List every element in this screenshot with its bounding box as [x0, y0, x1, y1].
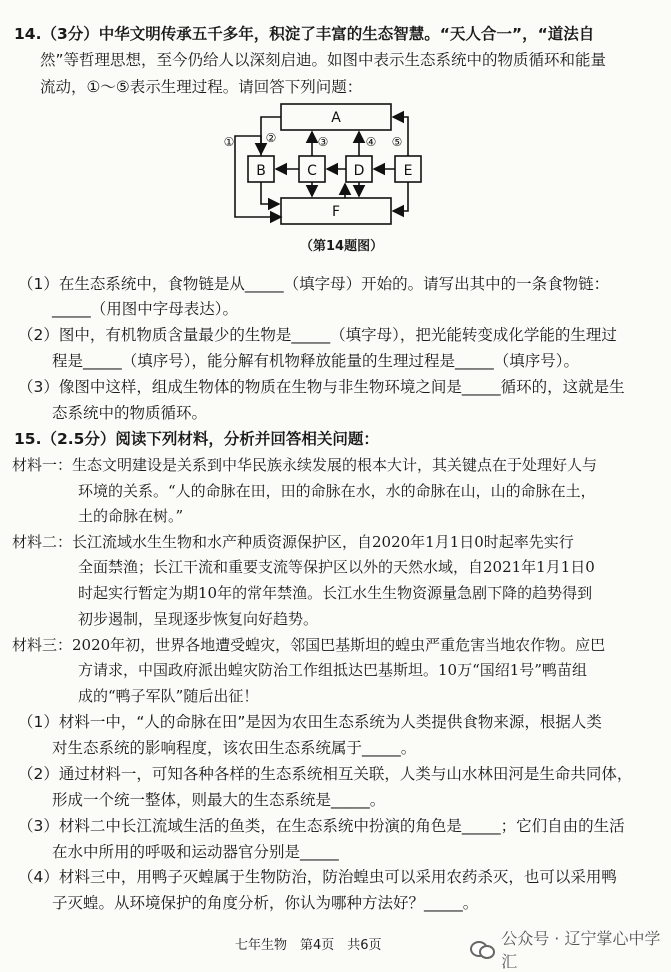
- page-footer: 七年生物 第4页 共6页: [235, 938, 382, 953]
- q15-sub2-b: 形成一个统一整体，则最大的生态系统是_____。: [52, 791, 386, 809]
- material-3-b: 方请求，中国政府派出蝗灾防治工作组抵达巴基斯坦。10万“国绍1号”鸭苗组: [78, 661, 587, 679]
- q14-header: 14.（3分）中华文明传承五千多年，积淀了丰富的生态智慧。“天人合一”，“道法自: [14, 25, 595, 43]
- material-2-d: 初步遏制，呈现逐步恢复向好趋势。: [78, 610, 319, 628]
- q15-sub4-b: 子灭蝗。从环境保护的角度分析，你认为哪种方法好？_____。: [52, 894, 479, 912]
- q15-header: 15.（2.5分）阅读下列材料，分析并回答相关问题：: [14, 430, 379, 448]
- material-1-a: 材料一：生态文明建设是关系到中华民族永续发展的根本大计，其关键点在于处理好人与: [12, 456, 598, 474]
- process-1: ①: [223, 135, 235, 149]
- process-3: ③: [317, 135, 329, 149]
- cycle-diagram: [215, 100, 445, 232]
- process-4: ④: [365, 135, 377, 149]
- q15-sub3-b: 在水中所用的呼吸和运动器官分别是_____: [52, 843, 339, 861]
- q15-sub1-a: （1）材料一中，“人的命脉在田”是因为农田生态系统为人类提供食物来源，根据人类: [18, 713, 602, 731]
- q14-sub3-a: （3）像图中这样，组成生物体的物质在生物与非生物环境之间是_____循环的，这就是生: [18, 378, 625, 396]
- q14-line3: 流动，①～⑤表示生理过程。请回答下列问题：: [40, 78, 363, 96]
- label-c: C: [307, 163, 317, 179]
- q15-sub3-a: （3）材料二中长江流域生活的鱼类，在生态系统中扮演的角色是_____；它们自由的生活: [18, 817, 625, 835]
- material-2-c: 时起实行暂定为期10年的常年禁渔。长江水生生物资源量急剧下降的趋势得到: [78, 584, 593, 602]
- figure-caption: （第14题图）: [300, 239, 384, 254]
- q15-sub4-a: （4）材料三中，用鸭子灭蝗属于生物防治，防治蝗虫可以采用农药杀灭，也可以采用鸭: [18, 868, 617, 886]
- material-2-a: 材料二：长江流域水生生物和水产种质资源保护区，自2020年1月1日0时起率先实行: [12, 533, 574, 551]
- watermark-text: 公众号 · 辽宁掌心中学汇: [501, 929, 661, 971]
- q15-sub1-b: 对生态系统的影响程度，该农田生态系统属于_____。: [52, 739, 417, 757]
- q14-sub1-b: _____（用图中字母表达）。: [52, 300, 239, 318]
- watermark: [470, 926, 671, 972]
- process-5: ⑤: [391, 135, 403, 149]
- q14-sub2-b: 程是_____（填序号），能分解有机物释放能量的生理过程是_____（填序号）。: [52, 352, 580, 370]
- q14-sub2-a: （2）图中，有机物质含量最少的生物是_____（填字母），把光能转变成化学能的生理过: [18, 326, 617, 344]
- process-2: ②: [265, 131, 277, 145]
- material-1-c: 土的命脉在树。”: [78, 507, 184, 525]
- material-2-b: 全面禁渔；长江干流和重要支流等保护区以外的天然水域，自2021年1月1日0: [78, 558, 595, 576]
- material-1-b: 环境的关系。“人的命脉在田，田的命脉在水，水的命脉在山，山的命脉在土，: [78, 482, 596, 500]
- label-d: D: [353, 163, 365, 179]
- q14-line2: 然”等哲理思想，至今仍给人以深刻启迪。如图中表示生态系统中的物质循环和能量: [40, 51, 607, 69]
- material-3-a: 材料三：2020年初，世界各地遭受蝗灾，邻国巴基斯坦的蝗虫严重危害当地农作物。应巴: [12, 636, 606, 654]
- material-3-c: 成的“鸭子军队”随后出征！: [78, 687, 259, 705]
- label-b: B: [256, 163, 266, 179]
- wechat-icon: [470, 940, 495, 958]
- label-e: E: [403, 163, 413, 179]
- label-a: A: [331, 110, 341, 126]
- label-f: F: [331, 204, 341, 220]
- q15-sub2-a: （2）通过材料一，可知各种各样的生态系统相互关联，人类与山水林田河是生命共同体，: [18, 765, 633, 783]
- q14-sub1-a: （1）在生态系统中，食物链是从_____（填字母）开始的。请写出其中的一条食物链：: [18, 275, 610, 293]
- q14-sub3-b: 态系统中的物质循环。: [52, 404, 208, 422]
